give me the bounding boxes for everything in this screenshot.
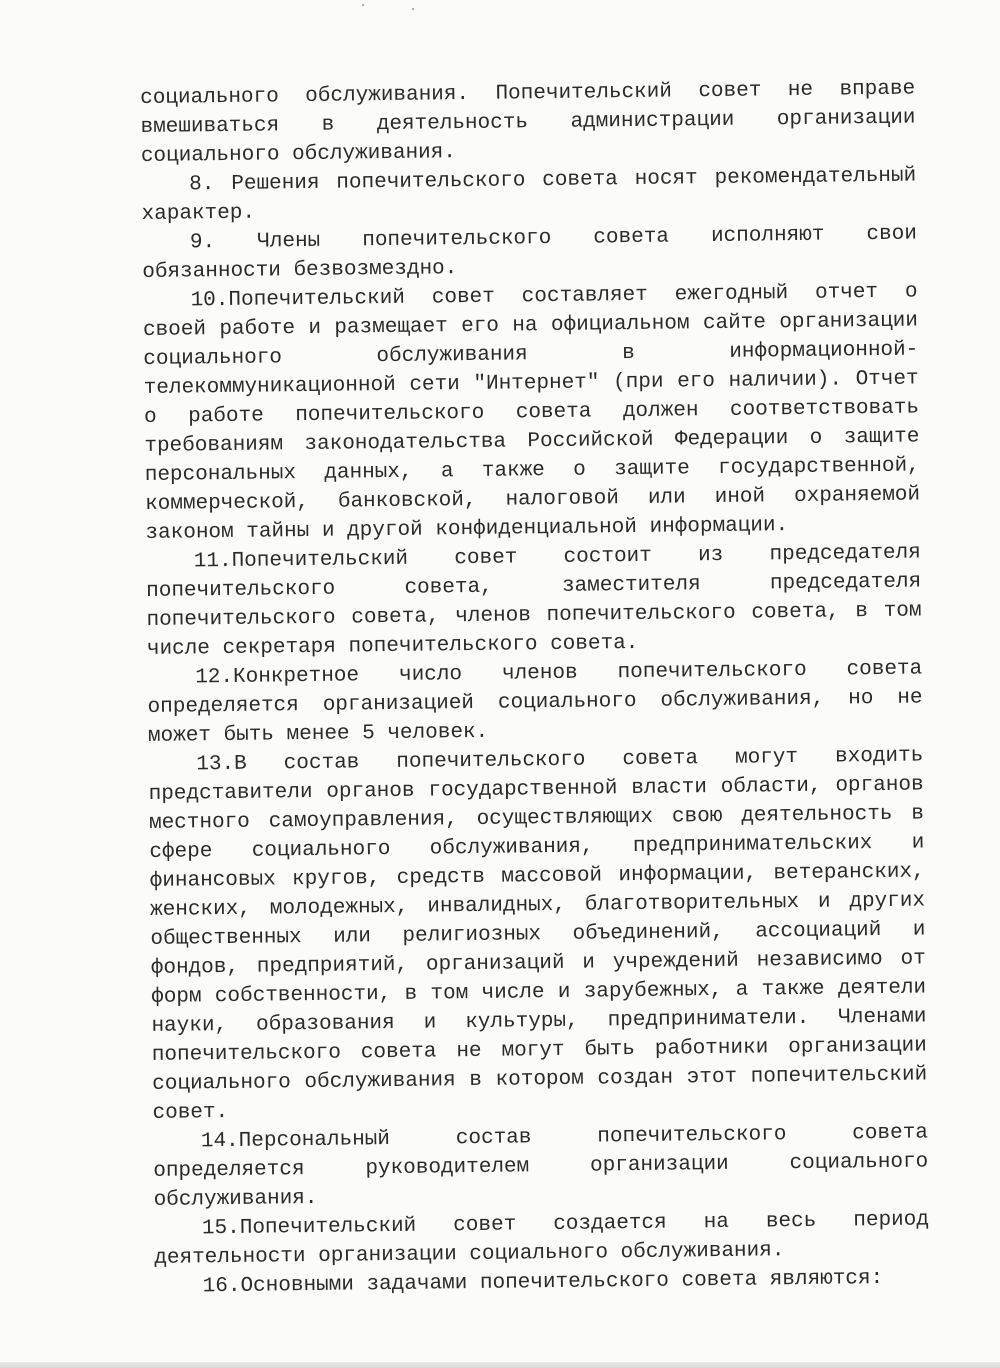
paragraph-text: Основными задачами попечительского совета являются: — [240, 1267, 884, 1298]
paragraph-number: 10. — [190, 288, 229, 313]
paragraph-text: Конкретное число членов попечительского совета определяется организацией социального обслуживания, но не может быть менее 5 человек. — [147, 657, 923, 748]
paragraph-text: социального обслуживания. Попечительский совет не вправе вмешиваться в деятельность администрации организации социального обслуживания. — [140, 77, 916, 168]
paragraph-number: 16. — [202, 1274, 241, 1299]
paragraph-number: 11. — [193, 549, 232, 574]
paragraph-12 — [147, 654, 923, 750]
paragraph-13 — [148, 741, 928, 1127]
paragraph-number: 8. — [189, 173, 215, 197]
paragraph-text: Попечительский совет состоит из председателя попечительского совета, заместителя председателя попечительского совета, членов попечительского совета, в том числе секретаря попечительского совета. — [146, 541, 922, 661]
paragraph-continuation — [140, 75, 916, 171]
paragraph-number: 14. — [200, 1129, 239, 1154]
paragraph-14 — [153, 1118, 929, 1214]
paragraph-10 — [142, 278, 920, 548]
document-body — [140, 75, 930, 1302]
paragraph-text: Попечительский совет составляет ежегодный отчет о своей работе и размещает его на официальном сайте организации социального обслуживания в информационной-телекоммуникационной сети "Интернет" (при его наличии). Отчет о работе попечительского совета должен соответствовать требованиям законодательства Российской Федерации о защите персональных данных, а также о защите государственной, коммерческой, банковской, налоговой или иной охраняемой законом тайны и другой конфиденциальной информации. — [142, 280, 921, 545]
scan-bottom-edge — [0, 1362, 1000, 1368]
paragraph-number: 15. — [201, 1216, 240, 1241]
paragraph-text: Решения попечительского совета носят рекомендательный характер. — [141, 164, 917, 226]
paragraph-number: 12. — [195, 665, 234, 690]
paragraph-number: 13. — [196, 752, 235, 777]
paragraph-8 — [141, 162, 917, 229]
scan-speck — [362, 4, 364, 6]
paragraph-text: Члены попечительского совета исполняют свои обязанности безвозмездно. — [142, 222, 918, 284]
paragraph-11 — [146, 538, 922, 663]
scan-speck — [412, 8, 414, 10]
paragraph-text: В состав попечительского совета могут входить представители органов государственной власти области, органов местного самоуправления, осуществляющих свою деятельность в сфере социального обслуживания, предпринимательских и финансовых кругов, средств массовой информации, ветеранских, женских, молодежных, инвалидных, благотворительных и других общественных или религиозных объединений, ассоциаций и фондов, предприятий, организаций и учреждений независимо от форм собственности, в том числе и зарубежных, а также деятели науки, образования и культуры, предприниматели. Членами попечительского совета не могут быть работники организации социального обслуживания в котором создан этот попечительский совет. — [148, 744, 928, 1125]
paragraph-text: Персональный состав попечительского совета определяется руководителем организации социального обслуживания. — [153, 1121, 929, 1212]
paragraph-text: Попечительский совет создается на весь период деятельности организации социального обслуживания. — [154, 1208, 930, 1270]
paragraph-9 — [142, 220, 918, 287]
paragraph-number: 9. — [189, 231, 216, 255]
paragraph-15 — [154, 1205, 930, 1272]
